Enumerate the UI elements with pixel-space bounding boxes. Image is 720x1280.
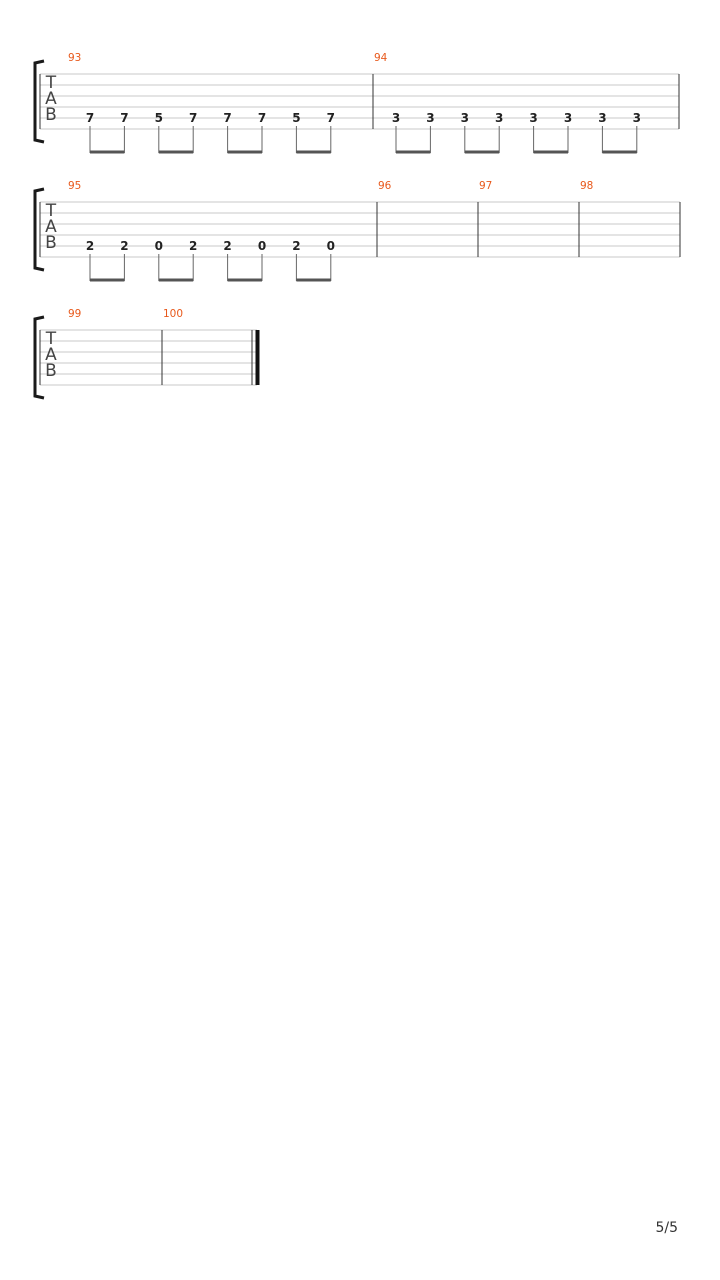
fret-number: 7 [223, 111, 232, 125]
fret-number: 3 [391, 111, 401, 125]
fret-number: 3 [529, 111, 538, 125]
tab-clef-letter: T [45, 329, 57, 349]
measure-number: 95 [68, 180, 82, 192]
measure-number: 94 [374, 52, 388, 64]
measure-number: 100 [163, 308, 184, 320]
fret-number: 7 [189, 111, 198, 125]
tab-clef-letter: T [45, 201, 57, 221]
measure-number: 96 [378, 180, 392, 192]
tab-clef-letter: A [45, 345, 57, 365]
fret-number: 0 [154, 239, 163, 253]
measure-number: 97 [479, 180, 493, 192]
fret-number: 3 [598, 111, 607, 125]
fret-number: 3 [632, 111, 641, 125]
fret-number: 7 [257, 111, 267, 125]
measure-number: 98 [580, 180, 594, 192]
fret-number: 3 [563, 111, 573, 125]
fret-number: 7 [120, 111, 129, 125]
fret-number: 3 [460, 111, 469, 125]
fret-number: 2 [189, 239, 198, 253]
fret-number: 7 [326, 111, 335, 125]
fret-number: 2 [292, 239, 301, 253]
fret-number: 2 [120, 239, 129, 253]
measure-number: 93 [68, 52, 82, 64]
fret-number: 5 [292, 111, 301, 125]
fret-number: 0 [326, 239, 335, 253]
fret-number: 3 [495, 111, 504, 125]
page-number: 5/5 [655, 1220, 678, 1236]
fret-number: 3 [426, 111, 435, 125]
fret-number: 5 [154, 111, 163, 125]
fret-number: 2 [85, 239, 95, 253]
fret-number: 0 [257, 239, 267, 253]
tab-clef-letter: T [45, 73, 57, 93]
tab-clef-letter: A [45, 89, 57, 109]
tab-clef-letter: A [45, 217, 57, 237]
tab-clef-letter: B [45, 361, 57, 381]
tab-clef-letter: B [45, 233, 57, 253]
tab-clef-letter: B [45, 105, 57, 125]
fret-number: 7 [85, 111, 95, 125]
measure-number: 99 [68, 308, 82, 320]
fret-number: 2 [223, 239, 232, 253]
